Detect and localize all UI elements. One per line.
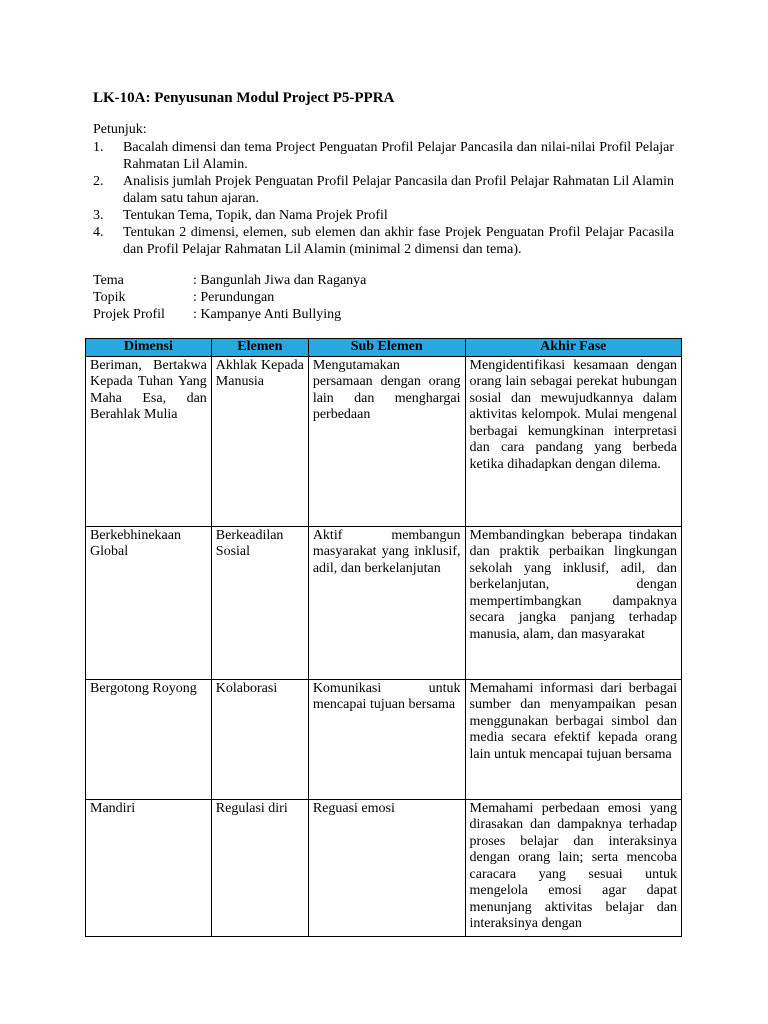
table-row (86, 679, 682, 799)
meta-row-tema (93, 272, 366, 289)
meta-value: : Bangunlah Jiwa dan Raganya (193, 273, 367, 288)
cell-dimensi: Berkebhinekaan Global (86, 526, 212, 679)
cell-akhir-fase: Memahami perbedaan emosi yang dirasakan dan dampaknya terhadap proses belajar dan interaksinya dengan orang lain; serta mencoba caracara yang sesuai untuk mengelola emosi agar dapat menunjang aktivitas belajar dan interaksinya dengan (465, 799, 681, 936)
header-akhir-fase: Akhir Fase (465, 339, 681, 357)
meta-key: Topik (93, 290, 126, 305)
instruction-number: 3. (93, 208, 104, 223)
instruction-item (93, 207, 674, 224)
cell-sub-elemen: Mengutamakan persamaan dengan orang lain dan menghargai perbedaan (308, 356, 465, 526)
instruction-item (93, 224, 674, 258)
cell-elemen: Kolaborasi (211, 679, 308, 799)
meta-row-topik (93, 289, 366, 306)
meta-row-projek (93, 306, 366, 323)
cell-akhir-fase: Memahami informasi dari berbagai sumber dan menyampaikan pesan menggunakan berbagai simbol dan media secara efektif kepada orang lain untuk mencapai tujuan bersama (465, 679, 681, 799)
cell-elemen: Akhlak Kepada Manusia (211, 356, 308, 526)
header-dimensi: Dimensi (86, 339, 212, 357)
table-row (86, 799, 682, 936)
document-title: LK-10A: Penyusunan Modul Project P5-PPRA (93, 90, 395, 106)
meta-key: Tema (93, 273, 124, 288)
cell-sub-elemen: Komunikasi untuk mencapai tujuan bersama (308, 679, 465, 799)
meta-value: : Perundungan (193, 290, 275, 305)
cell-dimensi: Beriman, Bertakwa Kepada Tuhan Yang Maha Esa, dan Berahlak Mulia (86, 356, 212, 526)
cell-elemen: Regulasi diri (211, 799, 308, 936)
cell-elemen: Berkeadilan Sosial (211, 526, 308, 679)
instruction-text: Analisis jumlah Projek Penguatan Profil Pelajar Pancasila dan Profil Pelajar Rahmatan Lil Alamin dalam satu tahun ajaran. (123, 174, 674, 206)
instruction-number: 2. (93, 174, 104, 189)
instruction-number: 4. (93, 225, 104, 240)
instructions-label: Petunjuk: (93, 122, 147, 137)
meta-key: Projek Profil (93, 307, 165, 322)
instruction-text: Bacalah dimensi dan tema Project Penguatan Profil Pelajar Pancasila dan nilai-nilai Profil Pelajar Rahmatan Lil Alamin. (123, 140, 674, 172)
table-row (86, 356, 682, 526)
instruction-text: Tentukan Tema, Topik, dan Nama Projek Profil (123, 208, 388, 223)
cell-sub-elemen: Aktif membangun masyarakat yang inklusif, adil, dan berkelanjutan (308, 526, 465, 679)
meta-value: : Kampanye Anti Bullying (193, 307, 342, 322)
table-row (86, 526, 682, 679)
instruction-item (93, 173, 674, 207)
table-header-row (86, 339, 682, 357)
instructions-list (93, 139, 674, 258)
header-elemen: Elemen (211, 339, 308, 357)
cell-dimensi: Mandiri (86, 799, 212, 936)
project-meta (93, 272, 366, 323)
module-table (85, 338, 682, 937)
instruction-text: Tentukan 2 dimensi, elemen, sub elemen dan akhir fase Projek Penguatan Profil Pelajar Pacasila dan Profil Pelajar Rahmatan Lil Alamin (minimal 2 dimensi dan tema). (123, 225, 674, 257)
header-sub-elemen: Sub Elemen (308, 339, 465, 357)
cell-dimensi: Bergotong Royong (86, 679, 212, 799)
cell-akhir-fase: Mengidentifikasi kesamaan dengan orang lain sebagai perekat hubungan sosial dan mewujudkannya dalam aktivitas kelompok. Mulai mengenal berbagai kemungkinan interpretasi dan cara pandang yang berbeda ketika dihadapkan dengan dilema. (465, 356, 681, 526)
cell-akhir-fase: Membandingkan beberapa tindakan dan praktik perbaikan lingkungan sekolah yang inklusif, adil, dan berkelanjutan, dengan mempertimbangkan dampaknya secara jangka panjang terhadap manusia, alam, dan masyarakat (465, 526, 681, 679)
instruction-item (93, 139, 674, 173)
instruction-number: 1. (93, 140, 104, 155)
cell-sub-elemen: Reguasi emosi (308, 799, 465, 936)
